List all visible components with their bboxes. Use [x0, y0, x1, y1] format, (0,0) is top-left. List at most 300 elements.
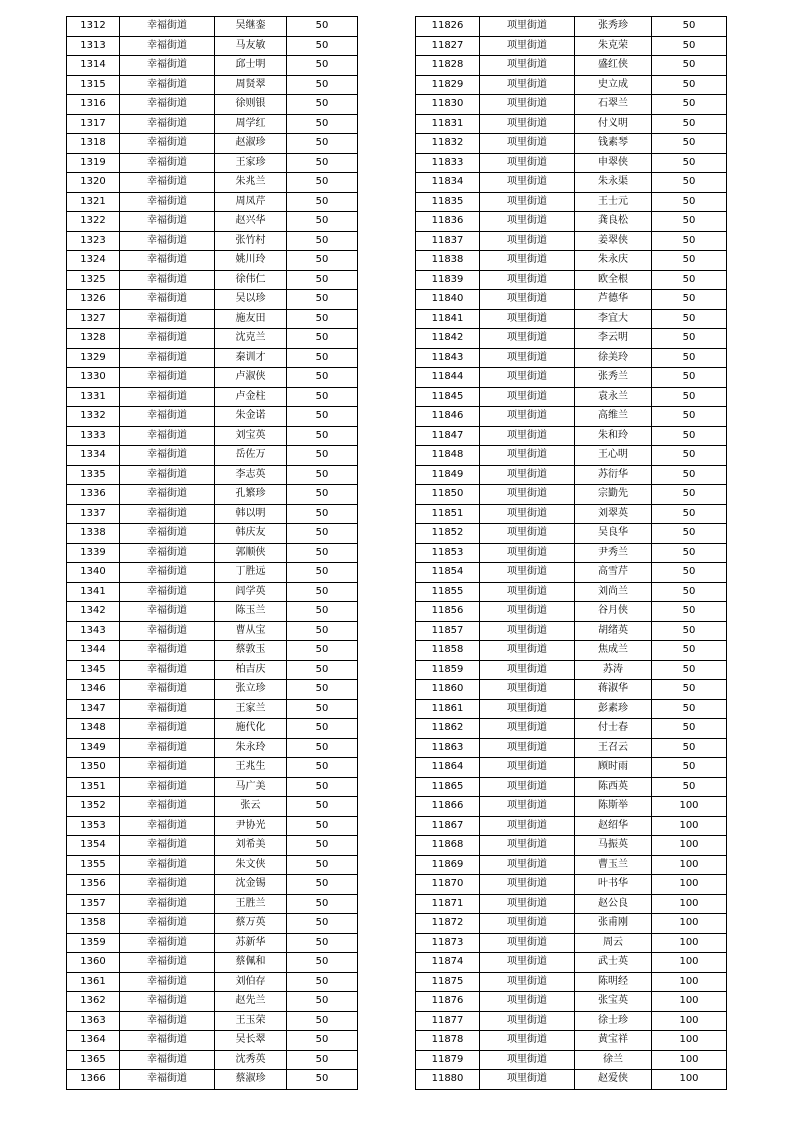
name-cell: 施友田: [215, 309, 287, 329]
table-row: [416, 231, 727, 251]
name-cell: 王士元: [575, 192, 652, 212]
table-row: [67, 290, 358, 310]
amount-cell: 50: [287, 309, 358, 329]
table-row: [416, 992, 727, 1012]
table-row: [416, 36, 727, 56]
amount-cell: 50: [652, 777, 727, 797]
table-row: [67, 426, 358, 446]
amount-cell: 50: [652, 56, 727, 76]
name-cell: 王胜兰: [215, 894, 287, 914]
name-cell: 赵先兰: [215, 992, 287, 1012]
table-row: [416, 75, 727, 95]
record-number-cell: 1329: [67, 348, 120, 368]
street-cell: 项里街道: [480, 17, 575, 37]
record-number-cell: 1366: [67, 1070, 120, 1090]
street-cell: 项里街道: [480, 914, 575, 934]
record-number-cell: 11837: [416, 231, 480, 251]
record-number-cell: 11826: [416, 17, 480, 37]
table-row: [416, 641, 727, 661]
record-number-cell: 11863: [416, 738, 480, 758]
table-row: [67, 797, 358, 817]
table-row: [416, 290, 727, 310]
record-number-cell: 11835: [416, 192, 480, 212]
table-row: [416, 95, 727, 115]
table-row: [416, 309, 727, 329]
table-row: [67, 680, 358, 700]
record-number-cell: 11833: [416, 153, 480, 173]
amount-cell: 100: [652, 992, 727, 1012]
amount-cell: 50: [652, 758, 727, 778]
record-number-cell: 1353: [67, 816, 120, 836]
record-number-cell: 1316: [67, 95, 120, 115]
amount-cell: 50: [287, 348, 358, 368]
record-number-cell: 11875: [416, 972, 480, 992]
name-cell: 姜翠侠: [575, 231, 652, 251]
amount-cell: 50: [287, 582, 358, 602]
name-cell: 盛红侠: [575, 56, 652, 76]
street-cell: 幸福街道: [120, 660, 215, 680]
record-number-cell: 11878: [416, 1031, 480, 1051]
amount-cell: 50: [287, 134, 358, 154]
amount-cell: 50: [287, 894, 358, 914]
street-cell: 幸福街道: [120, 368, 215, 388]
amount-cell: 50: [652, 134, 727, 154]
amount-cell: 100: [652, 914, 727, 934]
amount-cell: 50: [652, 602, 727, 622]
record-number-cell: 1365: [67, 1050, 120, 1070]
record-number-cell: 11866: [416, 797, 480, 817]
amount-cell: 50: [287, 212, 358, 232]
name-cell: 吴长翠: [215, 1031, 287, 1051]
record-number-cell: 1352: [67, 797, 120, 817]
amount-cell: 50: [652, 504, 727, 524]
amount-cell: 50: [287, 836, 358, 856]
table-row: [67, 251, 358, 271]
amount-cell: 50: [287, 641, 358, 661]
name-cell: 徐伟仁: [215, 270, 287, 290]
record-number-cell: 1350: [67, 758, 120, 778]
record-number-cell: 11829: [416, 75, 480, 95]
name-cell: 马振英: [575, 836, 652, 856]
amount-cell: 50: [287, 290, 358, 310]
amount-cell: 50: [287, 758, 358, 778]
name-cell: 陈明经: [575, 972, 652, 992]
record-number-cell: 1318: [67, 134, 120, 154]
name-cell: 吴良华: [575, 524, 652, 544]
amount-cell: 50: [652, 173, 727, 193]
table-row: [67, 75, 358, 95]
street-cell: 项里街道: [480, 75, 575, 95]
table-row: [67, 738, 358, 758]
name-cell: 吴以珍: [215, 290, 287, 310]
table-row: [416, 894, 727, 914]
table-row: [67, 17, 358, 37]
street-cell: 幸福街道: [120, 348, 215, 368]
record-number-cell: 1363: [67, 1011, 120, 1031]
amount-cell: 50: [287, 114, 358, 134]
table-row: [416, 933, 727, 953]
name-cell: 尹秀兰: [575, 543, 652, 563]
record-number-cell: 1335: [67, 465, 120, 485]
table-row: [416, 348, 727, 368]
table-row: [416, 426, 727, 446]
street-cell: 幸福街道: [120, 212, 215, 232]
name-cell: 焦成兰: [575, 641, 652, 661]
name-cell: 蔡淑珍: [215, 1070, 287, 1090]
record-number-cell: 1359: [67, 933, 120, 953]
record-number-cell: 11870: [416, 875, 480, 895]
table-row: [67, 855, 358, 875]
table-row: [416, 387, 727, 407]
street-cell: 项里街道: [480, 1070, 575, 1090]
table-row: [416, 758, 727, 778]
street-cell: 项里街道: [480, 134, 575, 154]
table-row: [67, 56, 358, 76]
record-number-cell: 11857: [416, 621, 480, 641]
name-cell: 欧全根: [575, 270, 652, 290]
street-cell: 项里街道: [480, 329, 575, 349]
amount-cell: 100: [652, 1070, 727, 1090]
record-number-cell: 1358: [67, 914, 120, 934]
table-row: [416, 465, 727, 485]
table-row: [67, 192, 358, 212]
record-number-cell: 11850: [416, 485, 480, 505]
name-cell: 张立珍: [215, 680, 287, 700]
street-cell: 项里街道: [480, 173, 575, 193]
table-row: [416, 407, 727, 427]
record-number-cell: 1336: [67, 485, 120, 505]
street-cell: 项里街道: [480, 836, 575, 856]
amount-cell: 50: [287, 368, 358, 388]
street-cell: 幸福街道: [120, 680, 215, 700]
table-row: [67, 1031, 358, 1051]
name-cell: 张秀珍: [575, 17, 652, 37]
street-cell: 项里街道: [480, 270, 575, 290]
table-row: [416, 621, 727, 641]
table-row: [416, 699, 727, 719]
street-cell: 项里街道: [480, 56, 575, 76]
amount-cell: 50: [287, 933, 358, 953]
street-cell: 幸福街道: [120, 797, 215, 817]
name-cell: 卢淑侠: [215, 368, 287, 388]
record-number-cell: 1333: [67, 426, 120, 446]
record-number-cell: 11840: [416, 290, 480, 310]
table-row: [416, 738, 727, 758]
table-row: [416, 680, 727, 700]
record-number-cell: 1322: [67, 212, 120, 232]
table-row: [67, 114, 358, 134]
table-row: [67, 972, 358, 992]
street-cell: 项里街道: [480, 699, 575, 719]
right-ledger-table: [415, 16, 727, 1090]
name-cell: 陈玉兰: [215, 602, 287, 622]
name-cell: 黄宝祥: [575, 1031, 652, 1051]
amount-cell: 50: [287, 1011, 358, 1031]
record-number-cell: 11846: [416, 407, 480, 427]
street-cell: 项里街道: [480, 992, 575, 1012]
table-row: [416, 270, 727, 290]
record-number-cell: 1317: [67, 114, 120, 134]
name-cell: 徐士珍: [575, 1011, 652, 1031]
street-cell: 幸福街道: [120, 1031, 215, 1051]
name-cell: 孔繁珍: [215, 485, 287, 505]
table-row: [416, 777, 727, 797]
table-row: [416, 875, 727, 895]
record-number-cell: 11876: [416, 992, 480, 1012]
table-row: [67, 36, 358, 56]
amount-cell: 50: [652, 621, 727, 641]
name-cell: 史立成: [575, 75, 652, 95]
amount-cell: 100: [652, 933, 727, 953]
record-number-cell: 11852: [416, 524, 480, 544]
table-row: [416, 953, 727, 973]
table-row: [67, 894, 358, 914]
street-cell: 幸福街道: [120, 75, 215, 95]
street-cell: 幸福街道: [120, 914, 215, 934]
record-number-cell: 1354: [67, 836, 120, 856]
street-cell: 幸福街道: [120, 446, 215, 466]
table-row: [416, 719, 727, 739]
street-cell: 项里街道: [480, 387, 575, 407]
amount-cell: 50: [287, 719, 358, 739]
street-cell: 项里街道: [480, 894, 575, 914]
record-number-cell: 1362: [67, 992, 120, 1012]
record-number-cell: 11847: [416, 426, 480, 446]
record-number-cell: 11879: [416, 1050, 480, 1070]
record-number-cell: 1327: [67, 309, 120, 329]
street-cell: 幸福街道: [120, 894, 215, 914]
street-cell: 幸福街道: [120, 953, 215, 973]
street-cell: 幸福街道: [120, 621, 215, 641]
name-cell: 闾学英: [215, 582, 287, 602]
amount-cell: 50: [652, 329, 727, 349]
table-row: [416, 329, 727, 349]
name-cell: 姚川玲: [215, 251, 287, 271]
street-cell: 项里街道: [480, 504, 575, 524]
name-cell: 付士春: [575, 719, 652, 739]
amount-cell: 50: [652, 641, 727, 661]
name-cell: 彭素珍: [575, 699, 652, 719]
street-cell: 项里街道: [480, 153, 575, 173]
amount-cell: 50: [652, 231, 727, 251]
table-row: [416, 582, 727, 602]
table-row: [67, 933, 358, 953]
street-cell: 项里街道: [480, 251, 575, 271]
table-row: [67, 953, 358, 973]
street-cell: 幸福街道: [120, 992, 215, 1012]
street-cell: 项里街道: [480, 446, 575, 466]
name-cell: 卢金柱: [215, 387, 287, 407]
name-cell: 刘尚兰: [575, 582, 652, 602]
name-cell: 蔡万英: [215, 914, 287, 934]
street-cell: 项里街道: [480, 290, 575, 310]
amount-cell: 100: [652, 1050, 727, 1070]
name-cell: 朱和玲: [575, 426, 652, 446]
street-cell: 项里街道: [480, 680, 575, 700]
name-cell: 王家兰: [215, 699, 287, 719]
table-row: [416, 56, 727, 76]
name-cell: 赵绍华: [575, 816, 652, 836]
record-number-cell: 11869: [416, 855, 480, 875]
amount-cell: 50: [287, 992, 358, 1012]
amount-cell: 100: [652, 1011, 727, 1031]
record-number-cell: 1346: [67, 680, 120, 700]
record-number-cell: 1325: [67, 270, 120, 290]
street-cell: 项里街道: [480, 407, 575, 427]
record-number-cell: 1331: [67, 387, 120, 407]
street-cell: 幸福街道: [120, 699, 215, 719]
table-row: [67, 309, 358, 329]
street-cell: 项里街道: [480, 738, 575, 758]
record-number-cell: 11830: [416, 95, 480, 115]
record-number-cell: 11827: [416, 36, 480, 56]
table-row: [67, 914, 358, 934]
table-row: [416, 1011, 727, 1031]
name-cell: 周凤芹: [215, 192, 287, 212]
amount-cell: 50: [287, 36, 358, 56]
name-cell: 赵兴华: [215, 212, 287, 232]
table-row: [67, 173, 358, 193]
name-cell: 苏涛: [575, 660, 652, 680]
record-number-cell: 1355: [67, 855, 120, 875]
record-number-cell: 11864: [416, 758, 480, 778]
amount-cell: 50: [287, 465, 358, 485]
table-row: [67, 719, 358, 739]
record-number-cell: 11862: [416, 719, 480, 739]
record-number-cell: 11832: [416, 134, 480, 154]
amount-cell: 50: [652, 387, 727, 407]
street-cell: 幸福街道: [120, 270, 215, 290]
street-cell: 项里街道: [480, 36, 575, 56]
table-row: [67, 329, 358, 349]
record-number-cell: 11858: [416, 641, 480, 661]
name-cell: 岳佐万: [215, 446, 287, 466]
name-cell: 徐美玲: [575, 348, 652, 368]
table-row: [67, 485, 358, 505]
amount-cell: 50: [287, 153, 358, 173]
table-row: [416, 446, 727, 466]
name-cell: 胡绪英: [575, 621, 652, 641]
street-cell: 项里街道: [480, 368, 575, 388]
amount-cell: 100: [652, 875, 727, 895]
name-cell: 袁永兰: [575, 387, 652, 407]
amount-cell: 50: [652, 153, 727, 173]
street-cell: 幸福街道: [120, 290, 215, 310]
name-cell: 石翠兰: [575, 95, 652, 115]
table-row: [67, 504, 358, 524]
street-cell: 项里街道: [480, 1011, 575, 1031]
name-cell: 张竹村: [215, 231, 287, 251]
name-cell: 朱永玲: [215, 738, 287, 758]
name-cell: 王召云: [575, 738, 652, 758]
name-cell: 宗勤先: [575, 485, 652, 505]
street-cell: 项里街道: [480, 582, 575, 602]
amount-cell: 50: [652, 348, 727, 368]
amount-cell: 50: [287, 407, 358, 427]
street-cell: 幸福街道: [120, 192, 215, 212]
street-cell: 项里街道: [480, 348, 575, 368]
street-cell: 幸福街道: [120, 855, 215, 875]
amount-cell: 50: [287, 17, 358, 37]
table-row: [416, 1050, 727, 1070]
street-cell: 项里街道: [480, 426, 575, 446]
table-row: [67, 563, 358, 583]
table-row: [416, 192, 727, 212]
table-row: [67, 621, 358, 641]
amount-cell: 50: [287, 1050, 358, 1070]
amount-cell: 50: [287, 660, 358, 680]
street-cell: 项里街道: [480, 933, 575, 953]
name-cell: 顾时雨: [575, 758, 652, 778]
amount-cell: 50: [652, 446, 727, 466]
amount-cell: 50: [287, 816, 358, 836]
record-number-cell: 1342: [67, 602, 120, 622]
street-cell: 项里街道: [480, 972, 575, 992]
record-number-cell: 1351: [67, 777, 120, 797]
table-row: [416, 1031, 727, 1051]
name-cell: 周云: [575, 933, 652, 953]
street-cell: 项里街道: [480, 309, 575, 329]
name-cell: 芦德华: [575, 290, 652, 310]
table-row: [67, 836, 358, 856]
amount-cell: 100: [652, 816, 727, 836]
amount-cell: 50: [652, 582, 727, 602]
amount-cell: 50: [287, 953, 358, 973]
record-number-cell: 1319: [67, 153, 120, 173]
amount-cell: 50: [287, 231, 358, 251]
amount-cell: 100: [652, 953, 727, 973]
street-cell: 项里街道: [480, 660, 575, 680]
record-number-cell: 11871: [416, 894, 480, 914]
table-row: [67, 816, 358, 836]
amount-cell: 50: [652, 192, 727, 212]
name-cell: 高维兰: [575, 407, 652, 427]
street-cell: 幸福街道: [120, 17, 215, 37]
street-cell: 项里街道: [480, 641, 575, 661]
record-number-cell: 1332: [67, 407, 120, 427]
amount-cell: 50: [652, 738, 727, 758]
record-number-cell: 1334: [67, 446, 120, 466]
name-cell: 沈金锡: [215, 875, 287, 895]
record-number-cell: 11856: [416, 602, 480, 622]
record-number-cell: 1314: [67, 56, 120, 76]
street-cell: 项里街道: [480, 719, 575, 739]
name-cell: 韩庆友: [215, 524, 287, 544]
name-cell: 苏新华: [215, 933, 287, 953]
table-row: [416, 855, 727, 875]
street-cell: 项里街道: [480, 95, 575, 115]
table-row: [67, 758, 358, 778]
amount-cell: 50: [652, 36, 727, 56]
record-number-cell: 1341: [67, 582, 120, 602]
amount-cell: 50: [287, 1070, 358, 1090]
street-cell: 项里街道: [480, 212, 575, 232]
amount-cell: 50: [287, 75, 358, 95]
record-number-cell: 1340: [67, 563, 120, 583]
record-number-cell: 1344: [67, 641, 120, 661]
name-cell: 李宜大: [575, 309, 652, 329]
street-cell: 项里街道: [480, 875, 575, 895]
table-row: [67, 368, 358, 388]
name-cell: 王心明: [575, 446, 652, 466]
name-cell: 钱素琴: [575, 134, 652, 154]
record-number-cell: 11831: [416, 114, 480, 134]
table-row: [416, 563, 727, 583]
street-cell: 项里街道: [480, 192, 575, 212]
record-number-cell: 11860: [416, 680, 480, 700]
amount-cell: 50: [287, 485, 358, 505]
record-number-cell: 1315: [67, 75, 120, 95]
